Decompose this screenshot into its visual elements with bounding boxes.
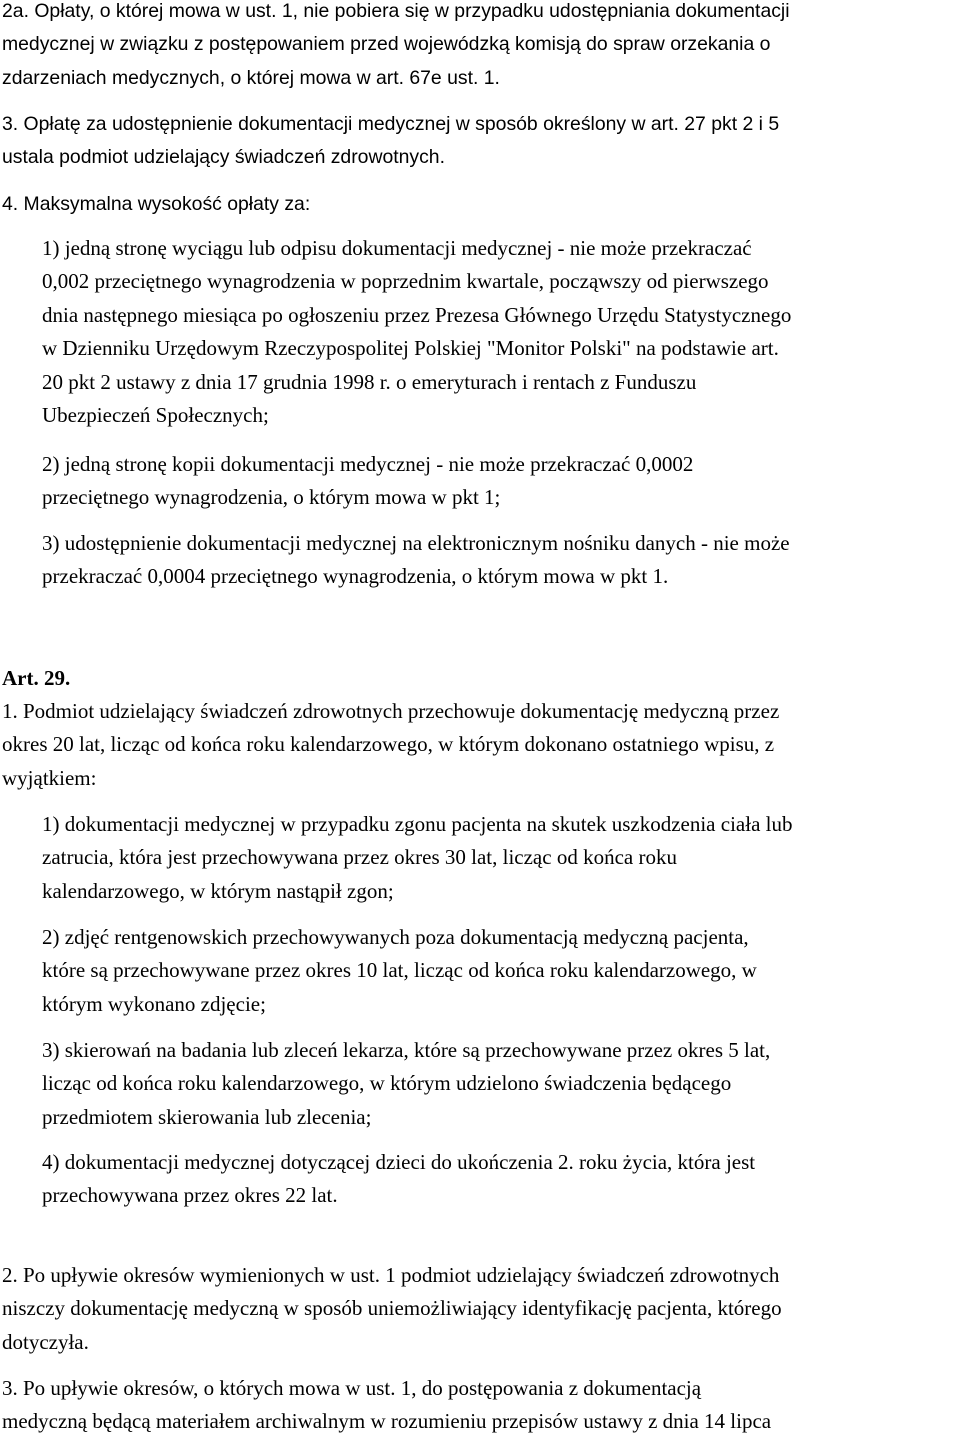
article-paragraph-3 [2, 1372, 771, 1439]
paragraph-3 [2, 108, 779, 175]
text-line: przekraczać 0,0004 przeciętnego wynagrodzenia, o którym mowa w pkt 1. [42, 564, 669, 589]
article-heading [2, 662, 70, 695]
retention-item-4 [42, 1146, 755, 1213]
text-line: 1) jedną stronę wyciągu lub odpisu dokumentacji medycznej - nie może przekraczać [42, 236, 752, 260]
text-line: 2a. Opłaty, o której mowa w ust. 1, nie pobiera się w przypadku udostępniania dokumentacji [2, 0, 790, 22]
text-line: medycznej w związku z postępowaniem przed wojewódzką komisją do spraw orzekania o [2, 33, 771, 56]
paragraph-4-intro [2, 188, 310, 221]
text-line: 4) dokumentacji medycznej dotyczącej dzieci do ukończenia 2. roku życia, która jest [42, 1150, 756, 1174]
fee-item-3 [42, 527, 790, 594]
text-line: zatrucia, która jest przechowywana przez okres 30 lat, licząc od końca roku [42, 845, 677, 870]
text-line: 2) jedną stronę kopii dokumentacji medycznej - nie może przekraczać 0,0002 [42, 452, 694, 476]
fee-item-1 [42, 232, 791, 432]
text-line: okres 20 lat, licząc od końca roku kalendarzowego, w którym dokonano ostatniego wpisu, z [2, 732, 775, 757]
text-line: 20 pkt 2 ustawy z dnia 17 grudnia 1998 r. o emeryturach i rentach z Funduszu [42, 369, 697, 394]
text-line: 3) skierowań na badania lub zleceń lekarza, które są przechowywane przez okres 5 lat, [42, 1038, 771, 1062]
text-line: które są przechowywane przez okres 10 lat, licząc od końca roku kalendarzowego, w [42, 958, 757, 983]
text-line: 2. Po upływie okresów wymienionych w ust. 1 podmiot udzielający świadczeń zdrowotnych [2, 1263, 780, 1287]
text-line: przedmiotem skierowania lub zlecenia; [42, 1104, 372, 1129]
fee-item-2 [42, 448, 693, 515]
text-line: 2) zdjęć rentgenowskich przechowywanych poza dokumentacją medyczną pacjenta, [42, 925, 749, 949]
text-line: kalendarzowego, w którym nastąpił zgon; [42, 878, 394, 903]
text-line: wyjątkiem: [2, 765, 97, 790]
retention-item-1 [42, 808, 792, 908]
text-line: 4. Maksymalna wysokość opłaty za: [2, 193, 311, 215]
paragraph-2a [2, 0, 790, 95]
text-line: Ubezpieczeń Społecznych; [42, 403, 269, 428]
text-line: niszczy dokumentację medyczną w sposób uniemożliwiający identyfikację pacjenta, którego [2, 1296, 782, 1321]
article-title: Art. 29. [2, 666, 71, 690]
text-line: 3. Opłatę za udostępnienie dokumentacji medycznej w sposób określony w art. 27 pkt 2 i 5 [2, 113, 780, 135]
text-line: ustala podmiot udzielający świadczeń zdrowotnych. [2, 146, 445, 169]
text-line: którym wykonano zdjęcie; [42, 991, 266, 1016]
text-line: 3) udostępnienie dokumentacji medycznej na elektronicznym nośniku danych - nie może [42, 531, 790, 555]
text-line: przechowywana przez okres 22 lat. [42, 1183, 338, 1208]
text-line: licząc od końca roku kalendarzowego, w którym udzielono świadczenia będącego [42, 1071, 732, 1096]
text-line: 3. Po upływie okresów, o których mowa w ust. 1, do postępowania z dokumentacją [2, 1376, 702, 1400]
text-line: 0,002 przeciętnego wynagrodzenia w poprzednim kwartale, począwszy od pierwszego [42, 269, 769, 294]
article-paragraph-2 [2, 1259, 782, 1359]
text-line: 1. Podmiot udzielający świadczeń zdrowotnych przechowuje dokumentację medyczną przez [2, 699, 780, 723]
article-paragraph-1 [2, 695, 779, 795]
retention-item-2 [42, 921, 757, 1021]
retention-item-3 [42, 1034, 770, 1134]
text-line: medyczną będącą materiałem archiwalnym w rozumieniu przepisów ustawy z dnia 14 lipca [2, 1409, 772, 1434]
text-line: dotyczyła. [2, 1329, 89, 1354]
text-line: zdarzeniach medycznych, o której mowa w art. 67e ust. 1. [2, 66, 500, 89]
text-line: dnia następnego miesiąca po ogłoszeniu przez Prezesa Głównego Urzędu Statystycznego [42, 302, 792, 327]
text-line: przeciętnego wynagrodzenia, o którym mowa w pkt 1; [42, 485, 501, 510]
text-line: 1) dokumentacji medycznej w przypadku zgonu pacjenta na skutek uszkodzenia ciała lub [42, 812, 793, 836]
text-line: w Dzienniku Urzędowym Rzeczypospolitej Polskiej "Monitor Polski" na podstawie art. [42, 336, 779, 361]
